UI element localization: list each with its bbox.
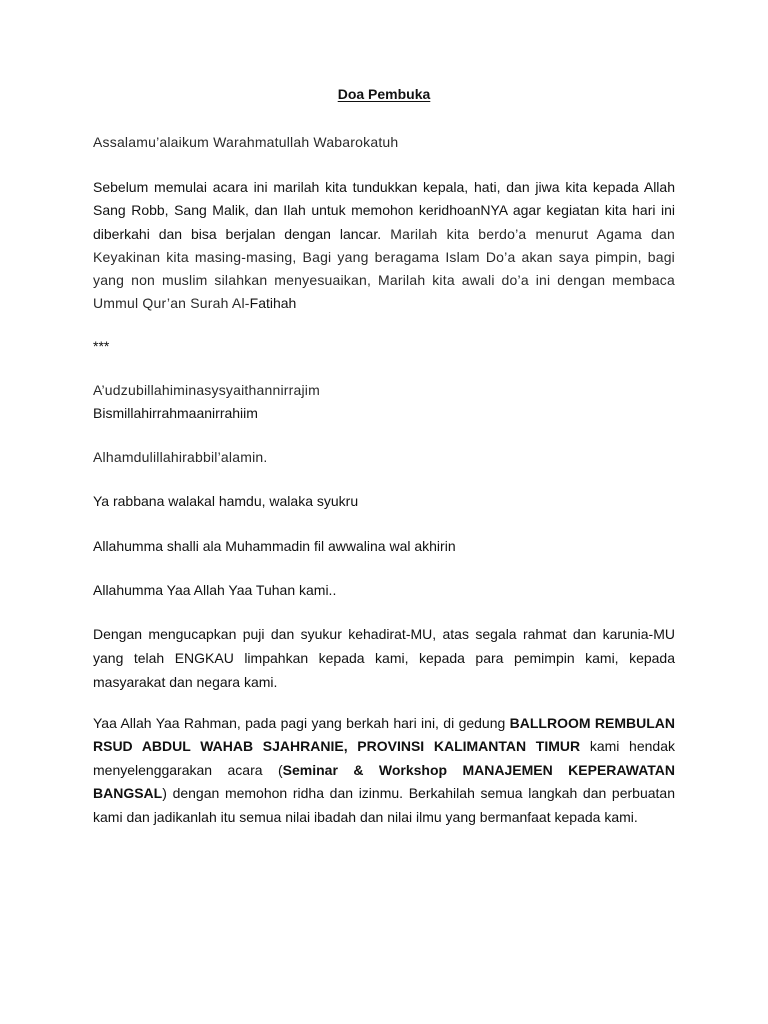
tuhan-line: Allahumma Yaa Allah Yaa Tuhan kami.. [93, 582, 337, 598]
intro-paragraph [93, 176, 675, 316]
venue-name: BALLROOM REMBULAN RSUD ABDUL WAHAB SJAHRANIE, PROVINSI KALIMANTAN TIMUR [93, 715, 675, 755]
doa-part-1: Yaa Allah Yaa Rahman, pada pagi yang berkah hari ini, di gedung [93, 715, 510, 731]
hamdalah-line: Alhamdulillahirabbil’alamin. [93, 449, 268, 465]
doa-part-3: ) dengan memohon ridha dan izinmu. Berkahilah semua langkah dan perbuatan kami dan jadikanlah itu semua nilai ibadah dan nilai ilmu yang bermanfaat kepada kami. [93, 785, 675, 825]
shalawat-line: Allahumma shalli ala Muhammadin fil awwalina wal akhirin [93, 538, 456, 554]
event-name: Seminar & Workshop MANAJEMEN KEPERAWATAN BANGSAL [93, 761, 676, 802]
intro-sentence-4: Fatihah [249, 295, 297, 312]
doa-paragraph [93, 712, 675, 829]
intro-sentence-1: Sebelum memulai acara ini marilah kita tundukkan kepala, hati, dan jiwa kita kepada Allah Sang Robb, Sang Malik, dan Ilah untuk memohon keridhoanNYA agar kegiatan kita hari ini diberkahi dan bisa berjalan dengan lancar. [93, 179, 675, 242]
rabbana-line: Ya rabbana walakal hamdu, walaka syukru [93, 493, 359, 509]
section-separator: *** [93, 338, 110, 354]
intro-sentence-3: Marilah kita awali do’a ini dengan membaca Ummul Qur’an Surah Al- [93, 272, 675, 312]
greeting: Assalamu’alaikum Warahmatullah Wabarokatuh [93, 134, 399, 150]
syukur-paragraph: Dengan mengucapkan puji dan syukur kehadirat-MU, atas segala rahmat dan karunia-MU yang telah ENGKAU limpahkan kepada kami, kepada para pemimpin kami, kepada masyarakat dan negara kami. [93, 626, 675, 690]
intro-sentence-2: Marilah kita berdo’a menurut Agama dan Keyakinan kita masing-masing, Bagi yang beragama Islam Do’a akan saya pimpin, bagi yang non muslim silahkan menyesuaikan, [93, 225, 675, 289]
taawudz-line: A’udzubillahiminasysyaithannirrajim [93, 382, 320, 398]
document-title: Doa Pembuka [337, 86, 431, 102]
basmalah-line: Bismillahirrahmaanirrahiim [93, 405, 258, 421]
doa-part-2: kami hendak menyelenggarakan acara ( [93, 738, 675, 778]
